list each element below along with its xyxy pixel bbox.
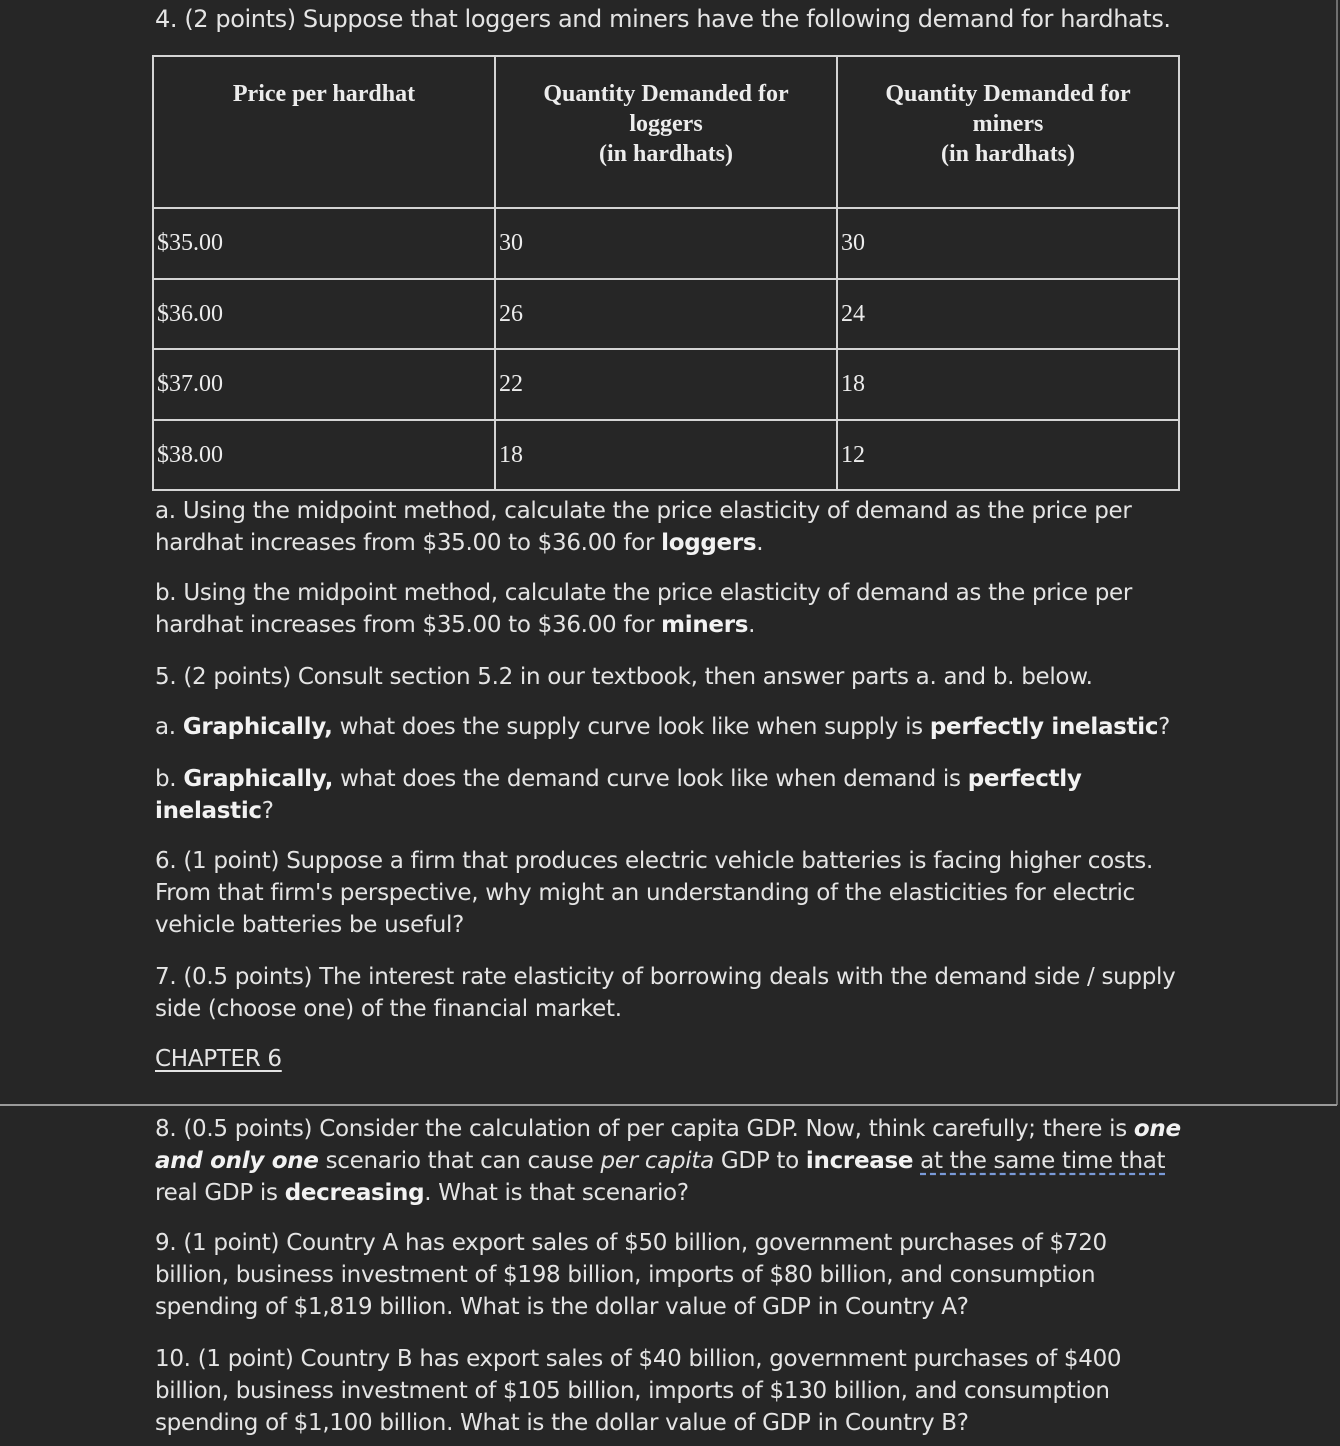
hardhat-demand-table (152, 55, 1180, 491)
table-header-row (153, 56, 1179, 208)
text-run: what does the demand curve look like when demand is (333, 766, 968, 792)
miners-qty-cell: 12 (837, 420, 1179, 490)
price-cell: $35.00 (153, 208, 495, 279)
header-line: loggers (629, 111, 703, 137)
bold-run: perfectly inelastic (929, 714, 1159, 740)
question-4a (155, 495, 1185, 559)
price-cell: $36.00 (153, 279, 495, 349)
section-divider (0, 1104, 1337, 1106)
bold-run: loggers (661, 530, 757, 556)
loggers-qty-cell: 18 (495, 420, 837, 490)
table-row (153, 349, 1179, 420)
question-7: 7. (0.5 points) The interest rate elasticity of borrowing deals with the demand side / supply side (choose one) of the financial market. (155, 964, 1176, 1022)
header-line: miners (972, 111, 1044, 137)
bold-run: decreasing (284, 1180, 425, 1206)
question-10: 10. (1 point) Country B has export sales of $40 billion, government purchases of $400 billion, business investment of $105 billion, imports of $130 billion, and consumption spending of $1,100 billion. What is the dollar value of GDP in Country B? (155, 1346, 1122, 1436)
question-4-header: 4. (2 points) Suppose that loggers and miners have the following demand for hardhats. (155, 5, 1171, 33)
header-line: Price per hardhat (232, 81, 416, 107)
bold-italic-run: one and only one (155, 1116, 1181, 1174)
table-row (153, 279, 1179, 349)
header-miners (837, 56, 1179, 208)
question-8 (155, 1113, 1185, 1209)
bold-run: perfectly inelastic (155, 766, 1082, 824)
question-5a (155, 711, 1185, 743)
header-price (153, 56, 495, 208)
header-line: (in hardhats) (940, 141, 1076, 167)
miners-qty-cell: 30 (837, 208, 1179, 279)
text-run: scenario that can cause (318, 1148, 601, 1174)
text-run: what does the supply curve look like when supply is (332, 714, 930, 740)
text-run: a. Using the midpoint method, calculate the price elasticity of demand as the price per hardhat increases from $35.00 to $36.00 for (155, 498, 1132, 556)
header-line: Quantity Demanded for (543, 81, 789, 107)
text-run: a. (155, 714, 183, 740)
text-run: real GDP is (155, 1180, 285, 1206)
price-cell: $37.00 (153, 349, 495, 420)
question-9: 9. (1 point) Country A has export sales of $50 billion, government purchases of $720 billion, business investment of $198 billion, imports of $80 billion, and consumption spending of $1,819 billion. What is the dollar value of GDP in Country A? (155, 1230, 1107, 1320)
miners-qty-cell: 18 (837, 349, 1179, 420)
table-row (153, 420, 1179, 490)
header-loggers (495, 56, 837, 208)
header-line: (in hardhats) (598, 141, 734, 167)
text-run: ? (1158, 714, 1171, 740)
loggers-qty-cell: 30 (495, 208, 837, 279)
text-run: GDP to (713, 1148, 806, 1174)
page-right-border (1336, 0, 1338, 1105)
italic-run: per capita (600, 1148, 714, 1174)
question-4b (155, 577, 1185, 641)
text-run: b. Using the midpoint method, calculate the price elasticity of demand as the price per hardhat increases from $35.00 to $36.00 for (155, 580, 1133, 638)
loggers-qty-cell: 22 (495, 349, 837, 420)
text-run: b. (155, 766, 184, 792)
bold-run: miners (661, 612, 749, 638)
chapter-6-heading: CHAPTER 6 (155, 1046, 282, 1072)
header-line: Quantity Demanded for (885, 81, 1131, 107)
bold-run: Graphically, (183, 766, 334, 792)
question-6: 6. (1 point) Suppose a firm that produces electric vehicle batteries is facing higher costs. From that firm's perspective, why might an understanding of the elasticities for electric vehicle batteries be useful? (155, 848, 1154, 938)
text-run: 8. (0.5 points) Consider the calculation of per capita GDP. Now, think carefully; there is (155, 1116, 1134, 1142)
bold-run: increase (805, 1148, 914, 1174)
table-row (153, 208, 1179, 279)
price-cell: $38.00 (153, 420, 495, 490)
question-5-header: 5. (2 points) Consult section 5.2 in our textbook, then answer parts a. and b. below. (155, 664, 1093, 690)
miners-qty-cell: 24 (837, 279, 1179, 349)
bold-run: Graphically, (182, 714, 333, 740)
text-run: . (756, 530, 764, 556)
question-5b (155, 763, 1115, 827)
text-run: ? (261, 798, 274, 824)
loggers-qty-cell: 26 (495, 279, 837, 349)
text-run: . What is that scenario? (424, 1180, 689, 1206)
spellcheck-underline-run: at the same time that (920, 1148, 1166, 1174)
text-run: . (748, 612, 756, 638)
